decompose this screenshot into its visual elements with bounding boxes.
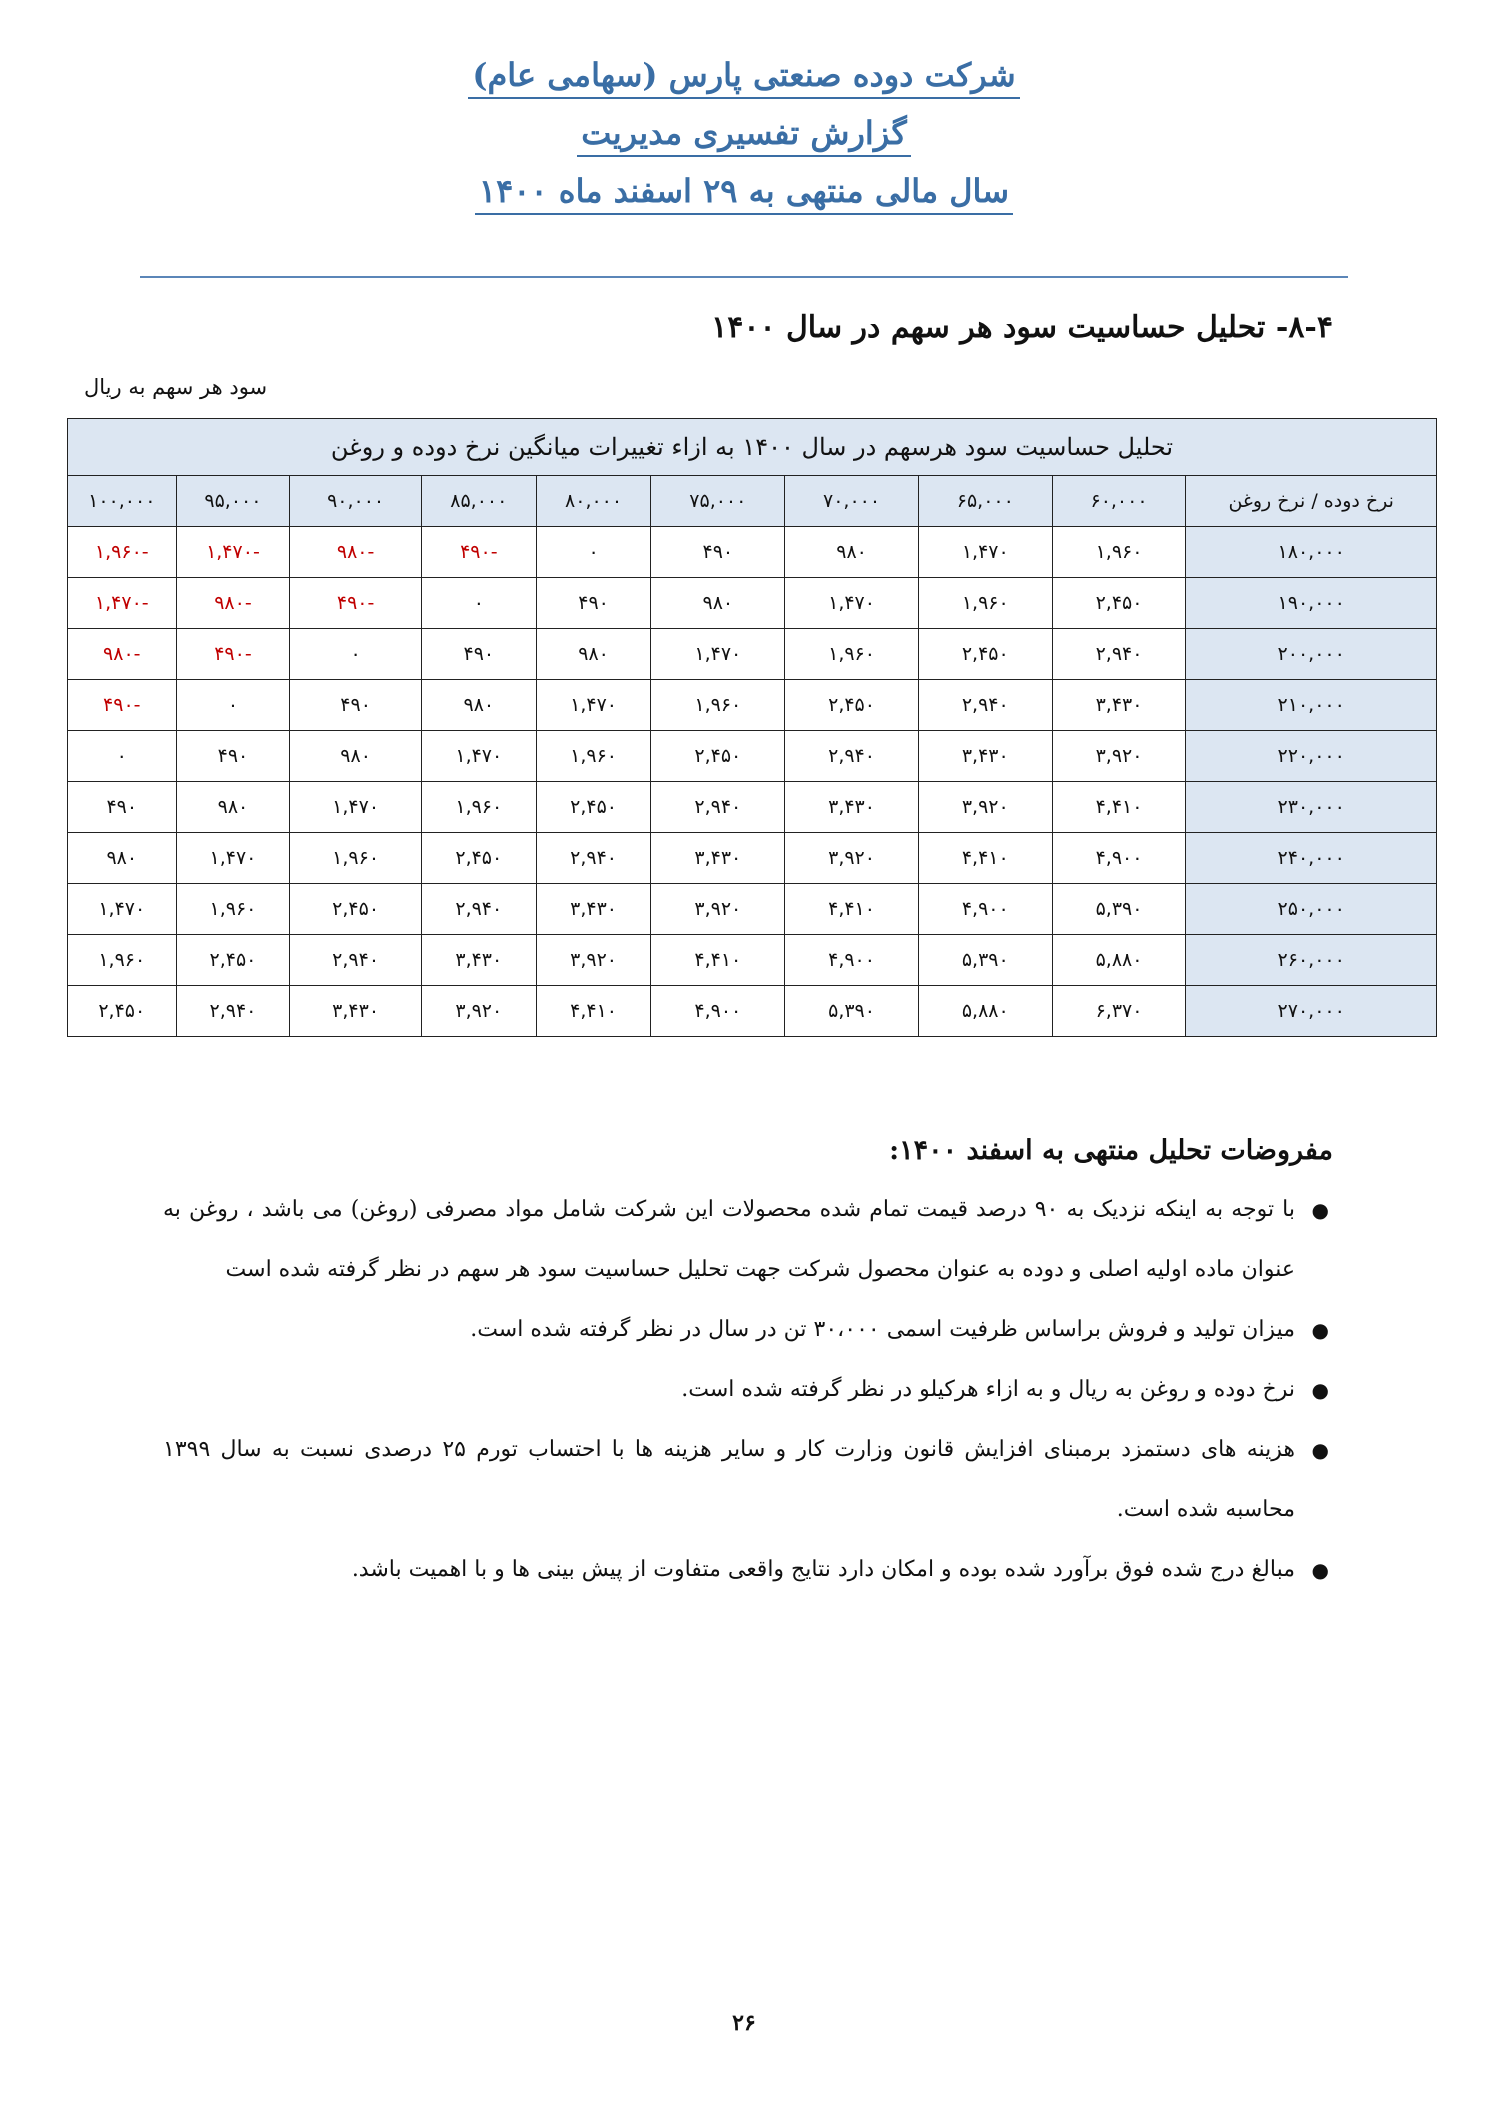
table-cell: ۹۸۰ (785, 527, 919, 578)
table-caption: تحلیل حساسیت سود هرسهم در سال ۱۴۰۰ به ازاء تغییرات میانگین نرخ دوده و روغن (68, 419, 1437, 476)
table-cell: ۲,۴۵۰ (918, 629, 1052, 680)
fiscal-year: سال مالی منتهی به ۲۹ اسفند ماه ۱۴۰۰ (475, 171, 1013, 215)
bullet-icon: ● (1311, 1378, 1329, 1402)
table-cell: ۳,۴۳۰ (290, 986, 422, 1037)
bullet-icon: ● (1311, 1318, 1329, 1342)
table-cell: ۱,۹۶۰ (651, 680, 785, 731)
table-cell: ۱,۹۶۰ (290, 833, 422, 884)
assumption-text: نرخ دوده و روغن به ریال و به ازاء هرکیلو در نظر گرفته شده است. (681, 1377, 1295, 1402)
table-cell: ۹۸۰ (421, 680, 536, 731)
bullet-icon: ● (1311, 1198, 1329, 1222)
row-header: ۲۳۰,۰۰۰ (1186, 782, 1437, 833)
header-divider (140, 276, 1348, 278)
table-cell: ۱,۴۷۰ (290, 782, 422, 833)
table-row (68, 782, 1437, 833)
table-cell: ۳,۹۲۰ (1052, 731, 1186, 782)
table-cell: ۶,۳۷۰ (1052, 986, 1186, 1037)
sensitivity-table (67, 418, 1437, 1037)
table-cell: -۱,۴۷۰ (176, 527, 290, 578)
row-header: ۲۲۰,۰۰۰ (1186, 731, 1437, 782)
table-cell: ۱,۴۷۰ (918, 527, 1052, 578)
table-cell: ۱,۹۶۰ (536, 731, 651, 782)
assumption-item (163, 1300, 1333, 1360)
table-cell: ۲,۹۴۰ (536, 833, 651, 884)
table-cell: ۴,۹۰۰ (651, 986, 785, 1037)
report-type: گزارش تفسیری مدیریت (577, 113, 910, 157)
table-row (68, 986, 1437, 1037)
table-cell: ۴۹۰ (68, 782, 177, 833)
table-cell: ۴,۹۰۰ (1052, 833, 1186, 884)
row-header: ۱۸۰,۰۰۰ (1186, 527, 1437, 578)
table-cell: ۱,۴۷۰ (536, 680, 651, 731)
table-row (68, 578, 1437, 629)
table-cell: ۲,۹۴۰ (785, 731, 919, 782)
table-cell: ۳,۴۳۰ (421, 935, 536, 986)
table-cell: ۰ (176, 680, 290, 731)
table-cell: ۴۹۰ (290, 680, 422, 731)
table-cell: ۴۹۰ (421, 629, 536, 680)
row-header: ۲۶۰,۰۰۰ (1186, 935, 1437, 986)
assumption-text: با توجه به اینکه نزدیک به ۹۰ درصد قیمت تمام شده محصولات این شرکت شامل مواد مصرفی (روغن) می باشد ، روغن به عنوان ماده اولیه اصلی و دوده به عنوان محصول شرکت جهت تحلیل حساسیت سود هر سهم در نظر گرفته شده است (163, 1197, 1295, 1282)
table-cell: -۹۸۰ (290, 527, 422, 578)
unit-note: سود هر سهم به ریال (84, 375, 268, 399)
column-header: ۹۵,۰۰۰ (176, 476, 290, 527)
section-title: ۸-۴- تحلیل حساسیت سود هر سهم در سال ۱۴۰۰ (711, 310, 1333, 345)
column-header: ۶۰,۰۰۰ (1052, 476, 1186, 527)
table-cell: ۰ (421, 578, 536, 629)
table-cell: ۳,۹۲۰ (918, 782, 1052, 833)
table-cell: ۴۹۰ (176, 731, 290, 782)
table-cell: ۴,۴۱۰ (1052, 782, 1186, 833)
sensitivity-table-container (67, 418, 1437, 1037)
table-row (68, 680, 1437, 731)
assumption-text: میزان تولید و فروش براساس ظرفیت اسمی ۳۰،۰۰۰ تن در سال در نظر گرفته شده است. (470, 1317, 1295, 1342)
table-header-row (68, 476, 1437, 527)
table-cell: ۲,۹۴۰ (176, 986, 290, 1037)
table-cell: ۴۹۰ (651, 527, 785, 578)
corner-label: نرخ دوده / نرخ روغن (1186, 476, 1437, 527)
table-cell: ۲,۴۵۰ (421, 833, 536, 884)
table-cell: ۲,۹۴۰ (651, 782, 785, 833)
table-cell: ۵,۳۹۰ (1052, 884, 1186, 935)
table-cell: ۱,۹۶۰ (1052, 527, 1186, 578)
table-cell: ۱,۴۷۰ (651, 629, 785, 680)
table-cell: ۵,۳۹۰ (785, 986, 919, 1037)
table-cell: ۱,۴۷۰ (785, 578, 919, 629)
table-cell: ۲,۴۵۰ (785, 680, 919, 731)
table-cell: ۴۹۰ (536, 578, 651, 629)
row-header: ۲۴۰,۰۰۰ (1186, 833, 1437, 884)
table-cell: ۲,۹۴۰ (421, 884, 536, 935)
table-body (68, 527, 1437, 1037)
column-header: ۷۵,۰۰۰ (651, 476, 785, 527)
column-header: ۶۵,۰۰۰ (918, 476, 1052, 527)
table-cell: ۹۸۰ (290, 731, 422, 782)
assumption-text: هزینه های دستمزد برمبنای افزایش قانون وزارت کار و سایر هزینه ها با احتساب تورم ۲۵ درصدی نسبت به سال ۱۳۹۹ محاسبه شده است. (163, 1437, 1295, 1522)
table-cell: ۱,۴۷۰ (421, 731, 536, 782)
table-cell: ۴,۴۱۰ (651, 935, 785, 986)
row-header: ۲۰۰,۰۰۰ (1186, 629, 1437, 680)
table-cell: ۳,۹۲۰ (536, 935, 651, 986)
page-number: ۲۶ (732, 2010, 756, 2036)
table-cell: ۱,۹۶۰ (421, 782, 536, 833)
table-cell: ۲,۴۵۰ (536, 782, 651, 833)
table-row (68, 935, 1437, 986)
column-header: ۷۰,۰۰۰ (785, 476, 919, 527)
table-cell: ۳,۹۲۰ (785, 833, 919, 884)
table-cell: ۲,۴۵۰ (176, 935, 290, 986)
table-cell: ۵,۳۹۰ (918, 935, 1052, 986)
table-cell: ۲,۹۴۰ (1052, 629, 1186, 680)
table-cell: -۱,۴۷۰ (68, 578, 177, 629)
table-cell: ۱,۹۶۰ (918, 578, 1052, 629)
table-cell: ۴,۴۱۰ (785, 884, 919, 935)
table-cell: ۳,۴۳۰ (918, 731, 1052, 782)
row-header: ۱۹۰,۰۰۰ (1186, 578, 1437, 629)
table-row (68, 884, 1437, 935)
bullet-icon: ● (1311, 1438, 1329, 1462)
table-cell: ۴,۹۰۰ (918, 884, 1052, 935)
table-cell: ۹۸۰ (68, 833, 177, 884)
assumptions-title: مفروضات تحلیل منتهی به اسفند ۱۴۰۰: (889, 1135, 1333, 1166)
column-header: ۸۰,۰۰۰ (536, 476, 651, 527)
table-cell: ۴,۹۰۰ (785, 935, 919, 986)
assumptions-list (163, 1180, 1333, 1600)
table-cell: ۴,۴۱۰ (536, 986, 651, 1037)
table-cell: ۳,۹۲۰ (421, 986, 536, 1037)
row-header: ۲۵۰,۰۰۰ (1186, 884, 1437, 935)
table-cell: ۱,۹۶۰ (785, 629, 919, 680)
row-header: ۲۱۰,۰۰۰ (1186, 680, 1437, 731)
table-cell: -۱,۹۶۰ (68, 527, 177, 578)
table-cell: ۲,۴۵۰ (68, 986, 177, 1037)
column-header: ۹۰,۰۰۰ (290, 476, 422, 527)
table-cell: ۰ (68, 731, 177, 782)
table-row (68, 731, 1437, 782)
table-cell: ۲,۹۴۰ (918, 680, 1052, 731)
table-cell: -۴۹۰ (290, 578, 422, 629)
table-cell: -۹۸۰ (176, 578, 290, 629)
assumption-item (163, 1420, 1333, 1540)
assumption-item (163, 1180, 1333, 1300)
table-cell: ۱,۹۶۰ (176, 884, 290, 935)
table-cell: ۹۸۰ (176, 782, 290, 833)
table-cell: ۳,۴۳۰ (785, 782, 919, 833)
table-row (68, 527, 1437, 578)
row-header: ۲۷۰,۰۰۰ (1186, 986, 1437, 1037)
table-cell: ۴,۴۱۰ (918, 833, 1052, 884)
company-name: شرکت دوده صنعتی پارس (سهامی عام) (468, 55, 1019, 99)
table-cell: ۳,۴۳۰ (536, 884, 651, 935)
column-header: ۱۰۰,۰۰۰ (68, 476, 177, 527)
table-cell: ۲,۴۵۰ (651, 731, 785, 782)
table-cell: -۴۹۰ (68, 680, 177, 731)
table-cell: -۴۹۰ (176, 629, 290, 680)
table-cell: ۹۸۰ (536, 629, 651, 680)
table-row (68, 629, 1437, 680)
table-row (68, 833, 1437, 884)
assumption-item (163, 1540, 1333, 1600)
table-cell: -۴۹۰ (421, 527, 536, 578)
table-cell: ۲,۴۵۰ (290, 884, 422, 935)
table-cell: ۱,۴۷۰ (68, 884, 177, 935)
report-header (0, 55, 1488, 229)
assumption-item (163, 1360, 1333, 1420)
table-cell: ۱,۴۷۰ (176, 833, 290, 884)
table-cell: ۳,۴۳۰ (651, 833, 785, 884)
table-cell: ۹۸۰ (651, 578, 785, 629)
table-cell: ۳,۹۲۰ (651, 884, 785, 935)
table-cell: ۳,۴۳۰ (1052, 680, 1186, 731)
table-cell: ۱,۹۶۰ (68, 935, 177, 986)
assumption-text: مبالغ درج شده فوق برآورد شده بوده و امکان دارد نتایج واقعی متفاوت از پیش بینی ها و با اهمیت باشد. (351, 1557, 1295, 1582)
table-cell: -۹۸۰ (68, 629, 177, 680)
column-header: ۸۵,۰۰۰ (421, 476, 536, 527)
bullet-icon: ● (1311, 1558, 1329, 1582)
table-cell: ۰ (290, 629, 422, 680)
table-cell: ۲,۴۵۰ (1052, 578, 1186, 629)
table-cell: ۵,۸۸۰ (1052, 935, 1186, 986)
table-cell: ۲,۹۴۰ (290, 935, 422, 986)
table-cell: ۵,۸۸۰ (918, 986, 1052, 1037)
table-cell: ۰ (536, 527, 651, 578)
